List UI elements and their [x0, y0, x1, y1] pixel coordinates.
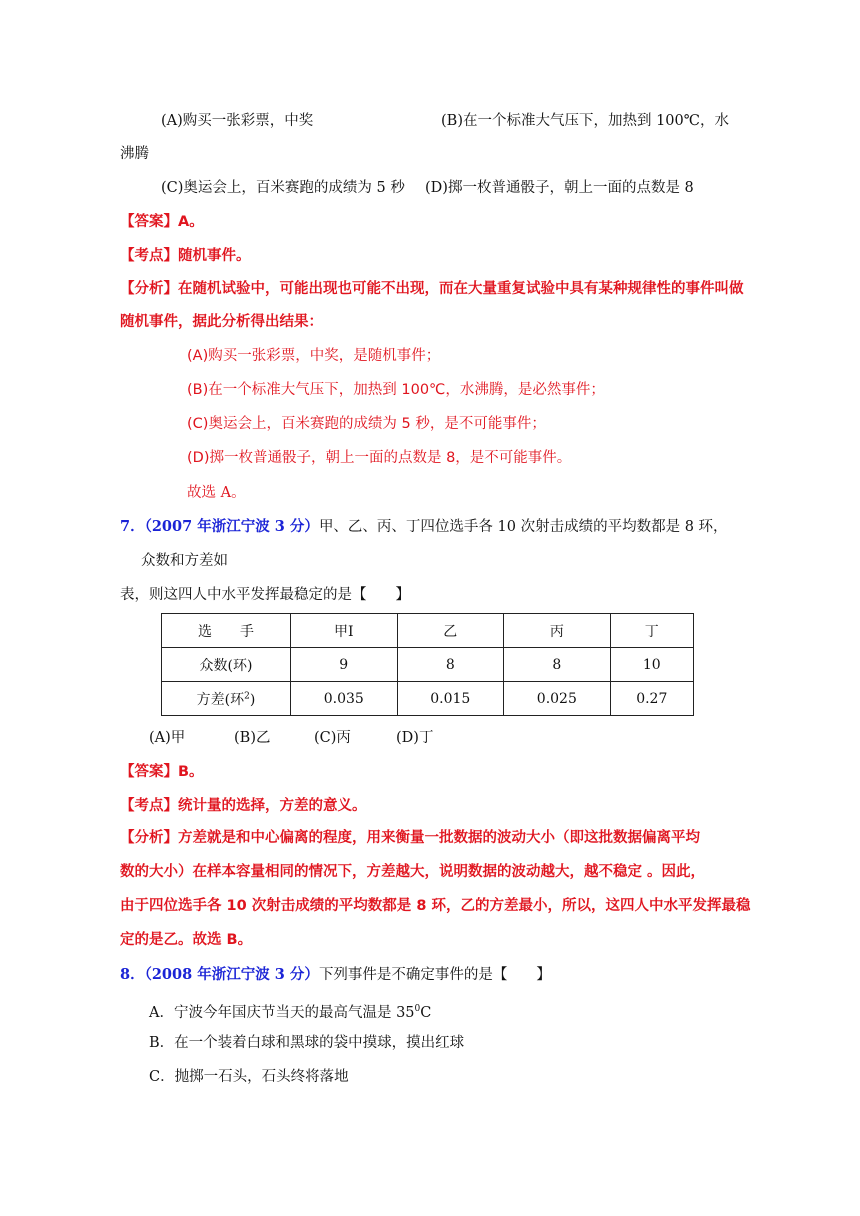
q6-analysis-line-2: 随机事件，据此分析得出结果：	[120, 314, 323, 330]
q6-option-d: (D)掷一枚普通骰子，朝上一面的点数是 8	[425, 180, 694, 196]
option-superscript: 0	[414, 1004, 421, 1014]
analysis-text: 在随机试验中，可能出现也可能不出现，而在大量重复试验中具有某种规律性的事件叫做	[178, 281, 744, 297]
point-tag: 【考点】	[120, 798, 178, 814]
q7-analysis-line-4: 定的是乙。故选 B。	[120, 932, 253, 948]
q7-analysis-line-3: 由于四位选手各 10 次射击成绩的平均数都是 8 环，乙的方差最小，所以，这四人中水平发挥最稳	[120, 898, 751, 914]
row-label-text: 方差(环	[196, 691, 245, 708]
header-cell: 丁	[610, 614, 693, 648]
table-cell: 8	[504, 648, 611, 682]
q6-option-a: (A)购买一张彩票，中奖	[161, 113, 314, 129]
q6-option-b-continued: 沸腾	[120, 146, 149, 162]
q6-analysis-d: (D)掷一枚普通骰子，朝上一面的点数是 8，是不可能事件。	[187, 450, 572, 466]
q6-analysis-line-1	[120, 279, 744, 299]
analysis-tag: 【分析】	[120, 830, 178, 846]
answer-value: B。	[178, 764, 204, 780]
q7-option-c: (C)丙	[314, 730, 351, 746]
table-cell: 0.025	[504, 682, 611, 716]
q8-option-c: C．抛掷一石头，石头终将落地	[149, 1069, 349, 1085]
header-cell: 选 手	[162, 614, 291, 648]
table-cell: 9	[291, 648, 398, 682]
q6-analysis-c: (C)奥运会上，百米赛跑的成绩为 5 秒，是不可能事件；	[187, 416, 546, 432]
row-label-superscript: 2	[244, 690, 250, 701]
answer-tag: 【答案】	[120, 764, 178, 780]
q7-stem-line-3: 表，则这四人中水平发挥最稳定的是【 】	[120, 587, 410, 603]
header-cell: 丙	[504, 614, 611, 648]
q7-answer	[120, 762, 204, 782]
table-cell: 10	[610, 648, 693, 682]
row-label-close: )	[249, 691, 256, 708]
table-cell: 0.035	[291, 682, 398, 716]
table-row-mode	[162, 648, 694, 682]
q8-option-a	[149, 999, 431, 1023]
question-text: 甲、乙、丙、丁四位选手各 10 次射击成绩的平均数都是 8 环，	[318, 519, 728, 535]
header-cell: 甲I	[291, 614, 398, 648]
table-cell: 8	[397, 648, 504, 682]
table-cell: 0.015	[397, 682, 504, 716]
option-unit: C	[420, 1004, 432, 1021]
q7-option-b: (B)乙	[234, 730, 271, 746]
question-number: 7．	[120, 518, 145, 535]
question-source: （2008 年浙江宁波 3 分）	[144, 966, 319, 983]
q6-point	[120, 246, 251, 266]
q6-option-c: (C)奥运会上，百米赛跑的成绩为 5 秒	[161, 180, 405, 196]
header-cell: 乙	[397, 614, 504, 648]
question-number: 8．	[120, 966, 145, 983]
q7-analysis-line-1	[120, 828, 700, 848]
q6-analysis-b: (B)在一个标准大气压下，加热到 100℃，水沸腾，是必然事件；	[187, 382, 605, 398]
q6-option-b: (B)在一个标准大气压下，加热到 100℃，水	[441, 113, 729, 129]
row-label	[162, 682, 291, 716]
q7-option-a: (A)甲	[149, 730, 186, 746]
q7-stem-line-1	[120, 517, 728, 537]
q7-data-table	[161, 613, 694, 716]
q8-option-b: B．在一个装着白球和黑球的袋中摸球，摸出红球	[149, 1035, 465, 1051]
table-cell: 0.27	[610, 682, 693, 716]
q8-stem	[120, 965, 551, 985]
table-row-variance	[162, 682, 694, 716]
q7-option-d: (D)丁	[396, 730, 434, 746]
point-tag: 【考点】	[120, 248, 178, 264]
q7-analysis-line-2: 数的大小）在样本容量相同的情况下，方差越大，说明数据的波动越大，越不稳定 。因此，	[120, 864, 706, 880]
answer-value: A。	[178, 214, 204, 230]
table-header-row	[162, 614, 694, 648]
row-label: 众数(环)	[162, 648, 291, 682]
analysis-text: 方差就是和中心偏离的程度，用来衡量一批数据的波动大小（即这批数据偏离平均	[178, 830, 700, 846]
point-text: 统计量的选择，方差的意义。	[178, 798, 367, 814]
option-text: A．宁波今年国庆节当天的最高气温是 35	[149, 1004, 415, 1021]
q6-analysis-a: (A)购买一张彩票，中奖，是随机事件；	[187, 348, 441, 364]
question-text: 下列事件是不确定事件的是【 】	[318, 967, 551, 983]
point-text: 随机事件。	[178, 248, 251, 264]
q7-point	[120, 796, 367, 816]
q6-choice: 故选 A。	[187, 485, 246, 501]
q6-answer	[120, 212, 204, 232]
question-source: （2007 年浙江宁波 3 分）	[144, 518, 319, 535]
analysis-tag: 【分析】	[120, 281, 178, 297]
answer-tag: 【答案】	[120, 214, 178, 230]
q7-stem-line-2: 众数和方差如	[141, 553, 228, 569]
